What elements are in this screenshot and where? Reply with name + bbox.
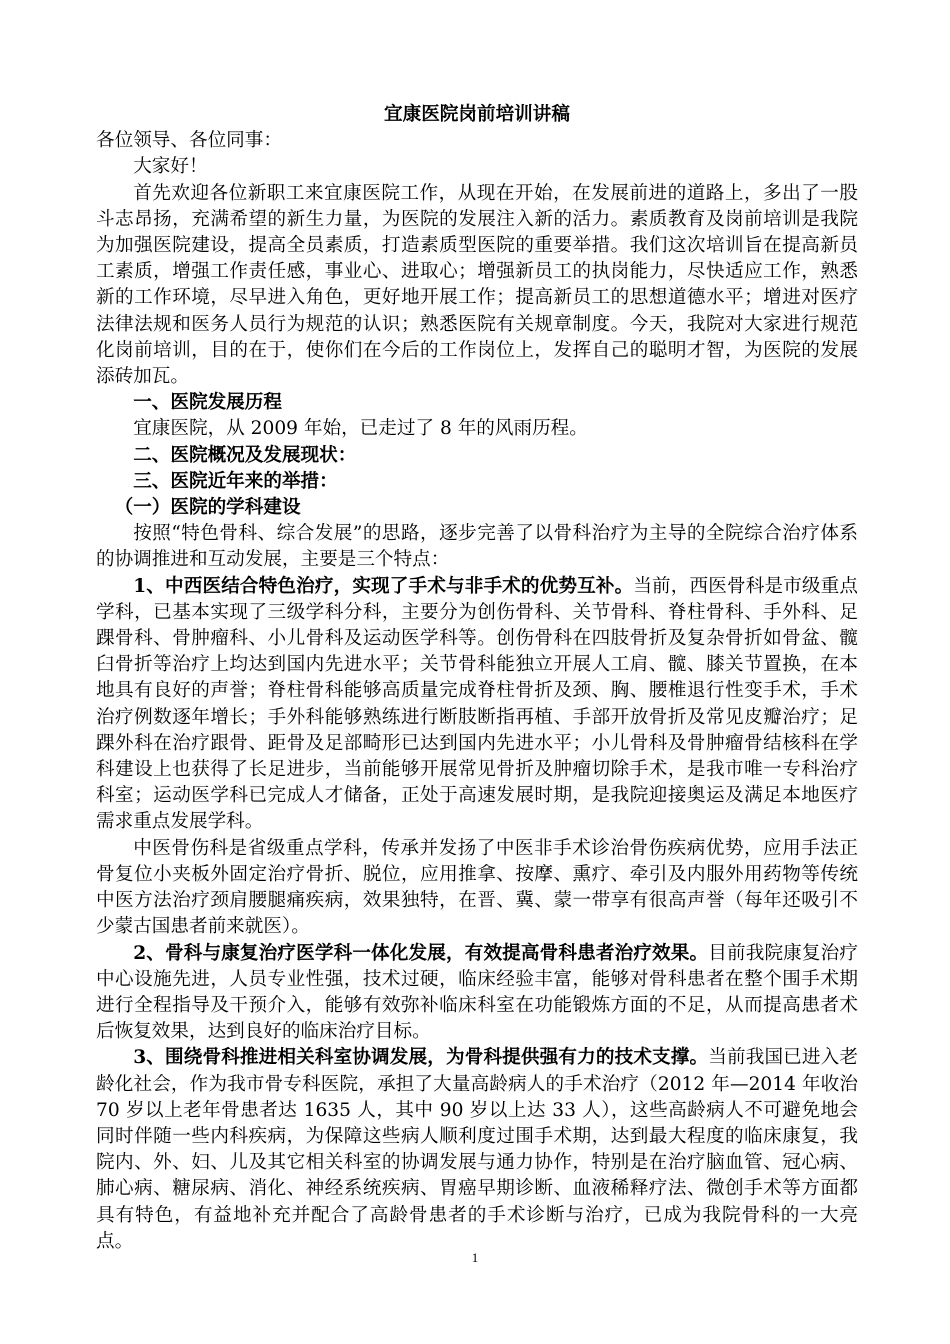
point-2-body: 目前我院康复治疗中心设施先进，人员专业性强，技术过硬，临床经验丰富，能够对骨科患者在整个围手术期进行全程指导及干预介入，能够有效弥补临床科室在功能锻炼方面的不足，从而提高患者术后恢复效果，达到良好的临床治疗目标。: [96, 942, 858, 1043]
greeting: 大家好！: [133, 156, 208, 178]
subsection-heading-disciplines: （一）医院的学科建设: [114, 497, 301, 519]
document-page: [96, 102, 858, 1255]
point-3-body: 当前我国已进入老龄化社会，作为我市骨专科医院，承担了大量高龄病人的手术治疗（2012 年—2014 年收治 70 岁以上老年骨患者达 1635 人，其中 90 岁以上达 33 人），这些高龄病人不可避免地会同时伴随一些内科疾病，为保障这些病人顺利度过围手术期，达到最大程度的临床康复，我院内、外、妇、儿及其它相关科室的协调发展与通力协作，特别是在治疗脑血管、冠心病、肺心病、糖尿病、消化、神经系统疾病、胃癌早期诊断、血液稀释疗法、微创手术等方面都具有特色，有益地补充并配合了高龄骨患者的手术诊断与治疗，已成为我院骨科的一大亮点。: [96, 1047, 858, 1252]
discipline-intro-paragraph: 按照“特色骨科、综合发展”的思路，逐步完善了以骨科治疗为主导的全院综合治疗体系的协调推进和互动发展，主要是三个特点：: [96, 523, 858, 571]
section-heading-history: 一、医院发展历程: [133, 392, 282, 414]
point-1-lead: 1、中西医结合特色治疗，实现了手术与非手术的优势互补。: [133, 575, 634, 597]
point-1-body: 当前，西医骨科是市级重点学科，已基本实现了三级学科分科，主要分为创伤骨科、关节骨科、脊柱骨科、手外科、足踝骨科、骨肿瘤科、小儿骨科及运动医学科等。创伤骨科在四肢骨折及复杂骨折如骨盆、髋臼骨折等治疗上均达到国内先进水平；关节骨科能独立开展人工肩、髋、膝关节置换，在本地具有良好的声誉；脊柱骨科能够高质量完成脊柱骨折及颈、胸、腰椎退行性变手术，手术治疗例数逐年增长；手外科能够熟练进行断肢断指再植、手部开放骨折及常见皮瓣治疗；足踝外科在治疗跟骨、距骨及足部畸形已达到国内先进水平；小儿骨科及骨肿瘤骨结核科在学科建设上也获得了长足进步，当前能够开展常见骨折及肿瘤切除手术，是我市唯一专科治疗科室；运动医学科已完成人才储备，正处于高速发展时期，是我院迎接奥运及满足本地医疗需求重点发展学科。: [96, 575, 858, 833]
point-3-paragraph: [96, 1045, 858, 1255]
tcm-paragraph: 中医骨伤科是省级重点学科，传承并发扬了中医非手术诊治骨伤疾病优势，应用手法正骨复位小夹板外固定治疗骨折、脱位，应用推拿、按摩、熏疗、牵引及内服外用药物等传统中医方法治疗颈肩腰腿痛疾病，效果独特，在晋、冀、蒙一带享有很高声誉（每年还吸引不少蒙古国患者前来就医）。: [96, 837, 858, 938]
document-title: 宜康医院岗前培训讲稿: [384, 104, 570, 125]
point-2-paragraph: [96, 941, 858, 1046]
point-3-lead: 3、围绕骨科推进相关科室协调发展，为骨科提供强有力的技术支撑。: [133, 1047, 709, 1069]
salutation: 各位领导、各位同事：: [96, 130, 282, 152]
section-heading-overview: 二、医院概况及发展现状：: [133, 444, 357, 466]
intro-paragraph: 首先欢迎各位新职工来宜康医院工作，从现在开始，在发展前进的道路上，多出了一股斗志昂扬，充满希望的新生力量，为医院的发展注入新的活力。素质教育及岗前培训是我院为加强医院建设，提高全员素质，打造素质型医院的重要举措。我们这次培训旨在提高新员工素质，增强工作责任感，事业心、进取心；增强新员工的执岗能力，尽快适应工作，熟悉新的工作环境，尽早进入角色，更好地开展工作；提高新员工的思想道德水平；增进对医疗法律法规和医务人员行为规范的认识；熟悉医院有关规章制度。今天，我院对大家进行规范化岗前培训，目的在于，使你们在今后的工作岗位上，发挥自己的聪明才智，为医院的发展添砖加瓦。: [96, 182, 858, 388]
section-heading-measures: 三、医院近年来的举措：: [133, 470, 338, 492]
point-1-paragraph: [96, 574, 858, 836]
history-paragraph: 宜康医院，从 2009 年始，已走过了 8 年的风雨历程。: [133, 418, 588, 440]
point-2-lead: 2、骨科与康复治疗医学科一体化发展，有效提高骨科患者治疗效果。: [133, 942, 709, 964]
page-number: 1: [471, 1250, 479, 1265]
